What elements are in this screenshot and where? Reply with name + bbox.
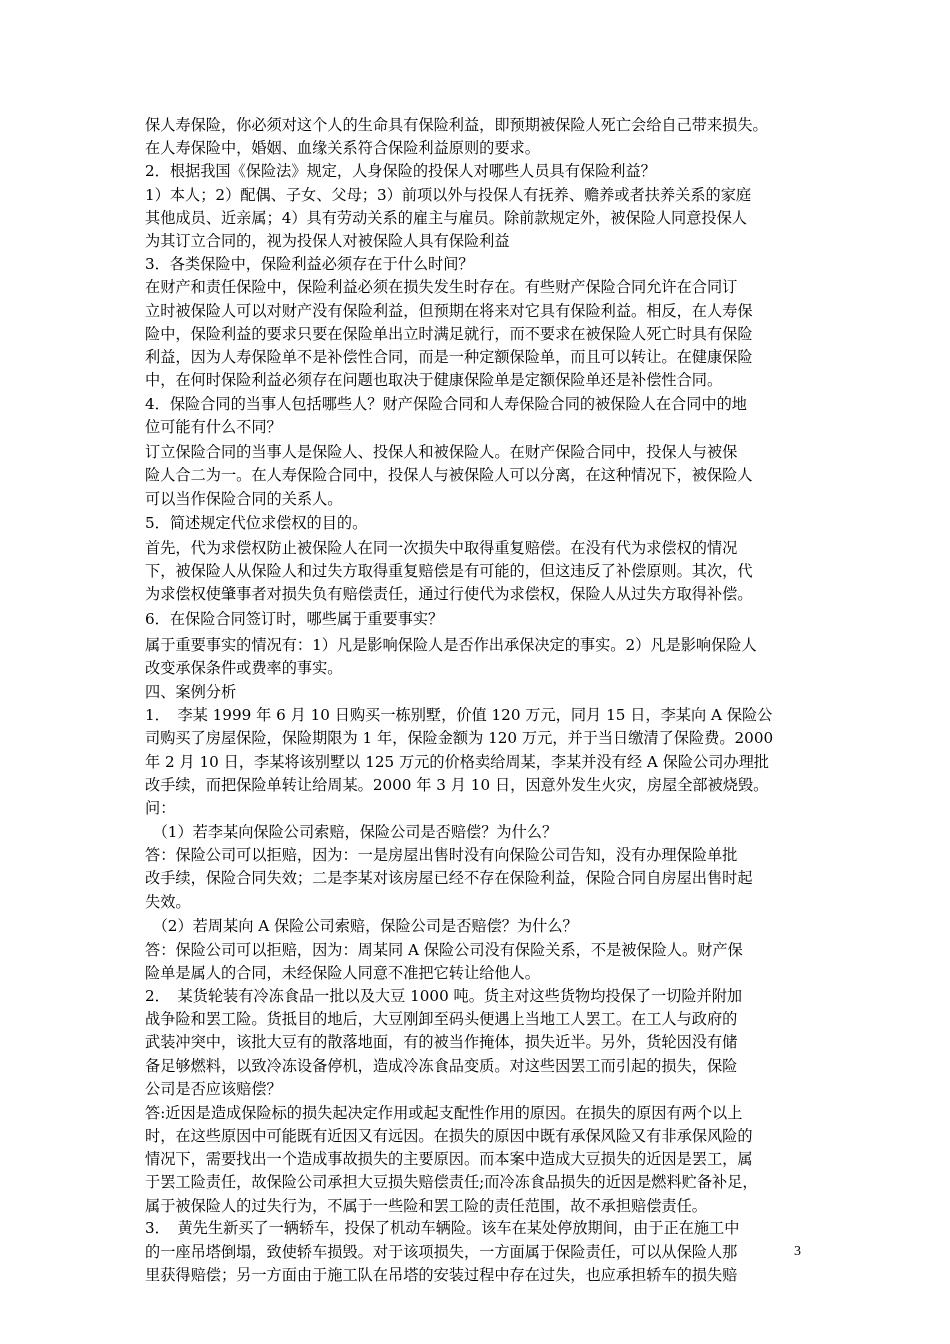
text-line: 中，在何时保险利益必须存在问题也取决于健康保险单是定额保险单还是补偿性合同。 [145, 371, 723, 389]
text-line: 利益，因为人寿保险单不是补偿性合同，而是一种定额保险单，而且可以转让。在健康保险 [145, 348, 753, 366]
text-line: 位可能有什么不同？ [145, 418, 282, 436]
text-line: 3． 黄先生新买了一辆轿车，投保了机动车辆险。该车在某处停放期间，由于正在施工中 [145, 1219, 740, 1237]
page-number: 3 [794, 1244, 801, 1259]
text-line: 5．简述规定代位求偿权的目的。 [145, 514, 368, 532]
text-line: 属于被保险人的过失行为，不属于一些险和罢工险的责任范围，故不承担赔偿责任。 [145, 1197, 707, 1215]
text-line: 4．保险合同的当事人包括哪些人？财产保险合同和人寿保险合同的被保险人在合同中的地 [145, 395, 747, 413]
text-line: 司购买了房屋保险，保险期限为 1 年，保险金额为 120 万元，并于当日缴清了保险费。2000 [145, 729, 774, 747]
text-line: 其他成员、近亲属；4）具有劳动关系的雇主与雇员。除前款规定外，被保险人同意投保人 [145, 209, 747, 227]
text-line: 里获得赔偿；另一方面由于施工队在吊塔的安装过程中存在过失，也应承担轿车的损失赔 [145, 1266, 738, 1284]
text-line: 保人寿保险，你必须对这个人的生命具有保险利益，即预期被保险人死亡会给自己带来损失。 [145, 116, 768, 134]
text-line: 备足够燃料，以致冷冻设备停机，造成冷冻食品变质。对这些因罢工而引起的损失，保险 [145, 1057, 738, 1075]
text-line: 在财产和责任保险中，保险利益必须在损失发生时存在。有些财产保险合同允许在合同订 [145, 278, 738, 296]
text-line: 失效。 [145, 893, 191, 911]
text-line: 2． 某货轮装有冷冻食品一批以及大豆 1000 吨。货主对这些货物均投保了一切险并附加 [145, 987, 743, 1005]
text-line: 立时被保险人可以对财产没有保险利益，但预期在将来对它具有保险利益。相反，在人寿保 [145, 302, 753, 320]
text-line: （2）若周某向 A 保险公司索赔，保险公司是否赔偿？为什么？ [145, 917, 578, 935]
text-line: （1）若李某向保险公司索赔，保险公司是否赔偿？为什么？ [145, 823, 558, 841]
text-line: 下，被保险人从保险人和过失方取得重复赔偿是有可能的，但这违反了补偿原则。其次，代 [145, 562, 753, 580]
text-line: 1）本人；2）配偶、子女、父母；3）前项以外与投保人有抚养、赡养或者扶养关系的家庭 [145, 186, 752, 204]
text-line: 首先，代为求偿权防止被保险人在同一次损失中取得重复赔偿。在没有代为求偿权的情况 [145, 539, 738, 557]
text-line: 在人寿保险中，婚姻、血缘关系符合保险利益原则的要求。 [145, 139, 540, 157]
text-line: 改手续，保险合同失效；二是李某对该房屋已经不存在保险利益，保险合同自房屋出售时起 [145, 869, 753, 887]
text-line: 险中，保险利益的要求只要在保险单出立时满足就行，而不要求在被保险人死亡时具有保险 [145, 325, 753, 343]
text-line: 6．在保险合同签订时，哪些属于重要事实？ [145, 610, 444, 628]
text-line: 公司是否应该赔偿？ [145, 1080, 282, 1098]
text-line: 订立保险合同的当事人是保险人、投保人和被保险人。在财产保险合同中，投保人与被保 [145, 443, 738, 461]
text-line: 属于重要事实的情况有：1）凡是影响保险人是否作出承保决定的事实。2）凡是影响保险人 [145, 636, 757, 654]
text-line: 为其订立合同的，视为投保人对被保险人具有保险利益 [145, 232, 510, 250]
text-line: 2．根据我国《保险法》规定，人身保险的投保人对哪些人员具有保险利益？ [145, 162, 656, 180]
text-line: 战争险和罢工险。货抵目的地后，大豆刚卸至码头便遇上当地工人罢工。在工人与政府的 [145, 1010, 738, 1028]
text-line: 1． 李某 1999 年 6 月 10 日购买一栋别墅，价值 120 万元，同月 15 日，李某向 A 保险公 [145, 706, 773, 724]
text-line: 武装冲突中，该批大豆有的散落地面，有的被当作掩体，损失近半。另外，货轮因没有储 [145, 1033, 738, 1051]
text-line: 为求偿权使肇事者对损失负有赔偿责任，通过行使代为求偿权，保险人从过失方取得补偿。 [145, 585, 753, 603]
text-line: 的一座吊塔倒塌，致使轿车损毁。对于该项损失，一方面属于保险责任，可以从保险人那 [145, 1243, 738, 1261]
text-line: 于罢工险责任，故保险公司承担大豆损失赔偿责任;而冷冻食品损失的近因是燃料贮备补足， [145, 1173, 758, 1191]
text-line: 年 2 月 10 日，李某将该别墅以 125 万元的价格卖给周某，李某并没有经 A 保险公司办理批 [145, 753, 769, 771]
text-line: 可以当作保险合同的关系人。 [145, 490, 343, 508]
text-line: 问： [145, 799, 176, 817]
text-line: 险单是属人的合同，未经保险人同意不准把它转让给他人。 [145, 964, 540, 982]
text-line: 四、案例分析 [145, 683, 237, 701]
text-line: 答:近因是造成保险标的损失起决定作用或起支配性作用的原因。在损失的原因有两个以上 [145, 1104, 743, 1122]
text-line: 情况下，需要找出一个造成事故损失的主要原因。而本案中造成大豆损失的近因是罢工，属 [145, 1150, 753, 1168]
text-line: 改变承保条件或费率的事实。 [145, 659, 343, 677]
text-line: 答：保险公司可以拒赔，因为：一是房屋出售时没有向保险公司告知，没有办理保险单批 [145, 846, 738, 864]
text-line: 答：保险公司可以拒赔，因为：周某同 A 保险公司没有保险关系，不是被保险人。财产保 [145, 941, 743, 959]
text-line: 3．各类保险中，保险利益必须存在于什么时间？ [145, 255, 474, 273]
text-line: 改手续，而把保险单转让给周某。2000 年 3 月 10 日，因意外发生火灾，房屋全部被烧毁。 [145, 776, 769, 794]
text-line: 险人合二为一。在人寿保险合同中，投保人与被保险人可以分离，在这种情况下，被保险人 [145, 466, 753, 484]
text-line: 时，在这些原因中可能既有近因又有远因。在损失的原因中既有承保风险又有非承保风险的 [145, 1127, 753, 1145]
